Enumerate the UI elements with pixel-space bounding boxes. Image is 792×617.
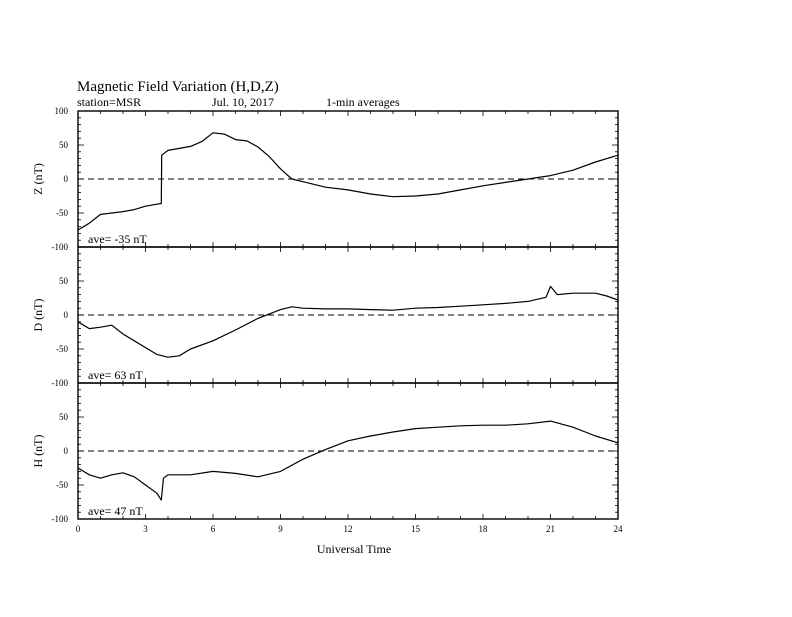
y-tick-label: -50 [56,344,68,354]
series-line-d [78,286,618,357]
x-tick-label: 15 [411,524,420,534]
y-tick-label: -100 [51,378,68,388]
panel-d [31,247,618,388]
x-tick-label: 3 [143,524,148,534]
y-tick-label: -100 [51,514,68,524]
x-tick-label: 21 [546,524,555,534]
y-tick-label: 0 [63,174,68,184]
y-axis-label: D (nT) [31,298,45,332]
y-tick-label: 0 [63,310,68,320]
x-tick-label: 24 [613,524,623,534]
panel-z [31,106,618,252]
y-tick-label: -100 [51,242,68,252]
y-axis-label: Z (nT) [31,163,45,195]
series-line-h [78,421,618,500]
x-tick-label: 6 [210,524,216,534]
y-tick-label: 0 [63,446,68,456]
x-tick-label: 0 [75,524,81,534]
average-label: ave= -35 nT [88,232,147,246]
chart-title: Magnetic Field Variation (H,D,Z) [77,79,279,95]
y-tick-label: -50 [56,480,68,490]
y-tick-label: -50 [56,208,68,218]
y-tick-label: 100 [54,106,68,116]
y-tick-label: 50 [59,140,68,150]
x-tick-label: 12 [343,524,353,534]
average-label: ave= 63 nT [88,368,143,382]
series-line-z [78,133,618,230]
x-tick-label: 18 [478,524,488,534]
y-axis-label: H (nT) [31,434,45,468]
y-tick-label: 50 [59,412,68,422]
station-label: station=MSR [77,95,142,109]
date-label: Jul. 10, 2017 [212,95,275,109]
y-tick-label: 50 [59,276,68,286]
plot-layer [31,106,623,534]
panel-h [31,383,618,524]
x-axis-label: Universal Time [316,542,392,556]
x-tick-label: 9 [278,524,283,534]
averaging-label: 1-min averages [326,95,400,109]
average-label: ave= 47 nT [88,504,143,518]
